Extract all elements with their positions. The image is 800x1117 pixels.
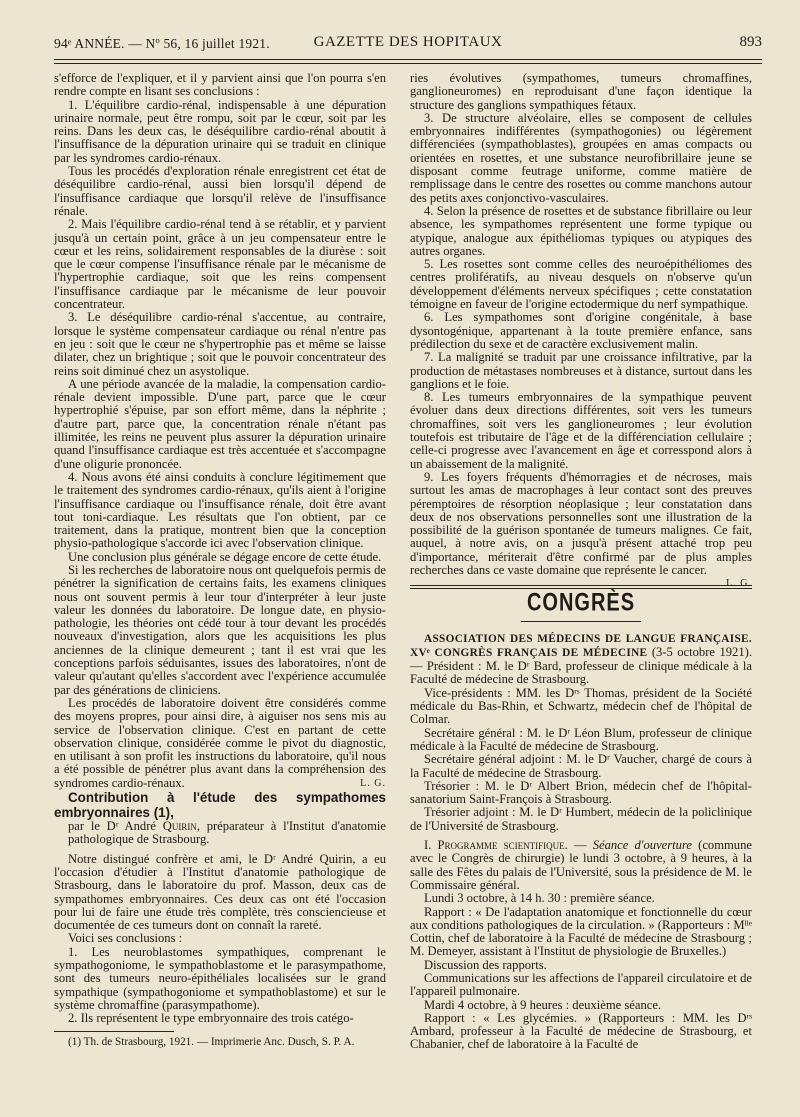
paragraph: A une période avancée de la maladie, la compensation cardio-rénale devient impossible. D'une part, parce que le cœur hypertrophié s'épuise, par son effort même, dans la néphrite ; d'autre part, parce que, la concentration rénale n'étant pas illimitée, les reins ne peuvent plus assurer la dépuration urinaire quand l'insuffisance cardiaque est très accentuée et s'accompagne d'une oligurie prononcée. — [54, 376, 386, 471]
paragraph: Lundi 3 octobre, à 14 h. 30 : première séance. — [424, 891, 655, 906]
left-column — [54, 72, 386, 1049]
paragraph: Une conclusion plus générale se dégage encore de cette étude. — [68, 549, 382, 564]
association-name: ASSOCIATION DES MÉDECINS DE LANGUE FRANÇAISE. — [424, 632, 752, 645]
paragraph: 4. Selon la présence de rosettes et de substance fibrillaire ou leur absence, les sympathomes représentent une forme typique ou atypique, analogue aux épithéliomas typiques ou atypiques des autres organes. — [410, 203, 752, 258]
paragraph: 4. Nous avons été ainsi conduits à conclure légitimement que le traitement des syndromes cardio-rénaux, qu'ils aient à l'origine l'insuffisance cardiaque ou l'insuffisance rénale, doit être avant tout toni-cardiaque. Les résultats que l'on obtient, par ce traitement, dans la pratique, montrent bien que la conception physio-pathologique s'accorde ici avec l'observation clinique. — [54, 469, 386, 551]
paragraph: 6. Les sympathomes sont d'origine congénitale, à base dysontogénique, appartenant à la toute première enfance, sans prédilection du sexe et de caractère exclusivement malin. — [410, 310, 752, 351]
paragraph: 1. Les neuroblastomes sympathiques, comprenant le sympathogoniome, le sympathoblastome et le parasympathome, sont des tumeurs neuro-épithéliales localisées sur le grand sympathique (sympathogoniome et sympathoblastome) et sur le système chromaffine (parasympathome). — [54, 944, 386, 1012]
paragraph-text: Les procédés de laboratoire doivent être considérés comme des moyens propres, pour ainsi dire, à aiguiser nos sens mis au service de l'observation clinique. C'est en partant de cette observation clinique, considérée comme le pivot du diagnostic, en utilisant à son profit les instructions du laboratoire, qu'il nous a été possible de pénétrer plus avant dans la compréhension des syndromes cardio-rénaux. — [54, 695, 386, 790]
paragraph-text: 9. Les foyers fréquents d'hémorragies et de nécroses, mais surtout les amas de macrophages à leur contact sont des preuves péremptoires de résorption néoplasique ; leur constatation dans deux de nos observations personnelles sont une illustration de la possibilité de la guérison spontanée de tumeurs malignes. Ce fait, auquel, à notre avis, on a jusqu'à présent attaché trop peu d'importance, mériterait d'être confirmé par de plus amples recherches dans ce vaste domaine que représente le cancer. — [410, 469, 752, 577]
paragraph: Rapport : « De l'adaptation anatomique et fonctionnelle du cœur aux conditions pathologiques de la circulation. » (Rapporteurs : Mˡˡᵉ Cottin, chef de laboratoire à la Faculté de médecine de Strasbourg ; M. Demeyer, assistant à l'Institut de physiologie de Bruxelles.) — [410, 904, 752, 959]
session-title: Séance d'ouverture — [592, 838, 692, 853]
paragraph: Secrétaire général adjoint : M. le Dʳ Vaucher, chargé de cours à la Faculté de médecine de Strasbourg. — [410, 752, 752, 780]
footnote: (1) Th. de Strasbourg, 1921. — Imprimerie Anc. Dusch, S. P. A. — [68, 1036, 355, 1049]
byline-suffix: , préparateur à l'Institut d'anatomie pathologique de Strasbourg. — [68, 819, 386, 847]
header-rule — [54, 59, 762, 60]
footnote-rule — [54, 1031, 174, 1032]
paragraph: 7. La malignité se traduit par une croissance infiltrative, par la production de métastases nombreuses et à distance, surtout dans les ganglions et le foie. — [410, 350, 752, 391]
paragraph: 1. L'équilibre cardio-rénal, indispensable à une dépuration urinaire normale, peut être rompu, soit par le cœur, soit par les reins. Dans les deux cas, le déséquilibre cardio-rénal aboutit à l'insuffisance de la dépuration urinaire qui se traduit en clinique par les syndromes cardio-rénaux. — [54, 97, 386, 165]
paragraph: 3. Le déséquilibre cardio-rénal s'accentue, au contraire, lorsque le système compensateur cardiaque ou rénal n'entre pas en jeu : soit que le cœur ne s'hypertrophie pas et même se laisse dilater, chez un brightique ; soit que le pouvoir concentrateur des reins soit diminué chez un asystolique. — [54, 310, 386, 378]
paragraph: 3. De structure alvéolaire, elles se composent de cellules embryonnaires indifférentes (sympathogonies) ou légèrement différenciées (sympathoblastes), groupées en amas compacts ou orientées en rosettes, et une substance neurofibrillaire jeune se disposant comme feutrage uniforme, comme matière de remplissage dans le centre des rosettes ou comme manchons autour des petits axes conjonctivo-vasculaires. — [410, 110, 752, 205]
paragraph: 5. Les rosettes sont comme celles des neuroépithéliomes des centres prolifératifs, au niveau desquels on n'observe qu'un développement d'éléments nerveux spécifiques ; cette constatation témoigne en faveur de l'origine ectodermique du nerf sympathique. — [410, 257, 752, 312]
paragraph: ries évolutives (sympathomes, tumeurs chromaffines, ganglioneuromes) en reproduisant d'une façon identique la structure des ganglions sympathiques fétaux. — [410, 71, 752, 112]
paragraph — [410, 469, 752, 590]
paragraph: Voici ses conclusions : — [68, 931, 183, 946]
byline-prefix: par le Dʳ André — [68, 819, 163, 834]
paragraph: Si les recherches de laboratoire nous ont quelquefois permis de pénétrer la signification de certains faits, les examens cliniques nous ont souvent permis à leur tour d'interpréter à leur juste valeur les données du laboratoire. De longue date, en physio-pathologie, les théories ont cédé tour à tour devant les procédés nouveaux d'investigation, alors que les acquisitions les plus anciennes de la clinique demeurent ; tant il est vrai que les conceptions parfois séduisantes, issues des laboratoires, n'ont de valeur qu'autant qu'elles s'accordent avec l'expérience accumulée par des générations de cliniciens. — [54, 562, 386, 697]
congress-details: (3-5 octobre 1921). — Président : M. le Dʳ Bard, professeur de clinique médicale à la Faculté de médecine de Strasbourg. — [410, 644, 752, 687]
paragraph: 8. Les tumeurs embryonnaires de la sympathique peuvent évoluer dans deux directions différentes, soit vers les tumeurs chromaffines, soit vers les ganglioneuromes ; leur évolution toutefois est tributaire de l'âge et de la différenciation cellulaire ; celle-ci progresse avec l'avancement en âge et corresspond alors à un abaissement de la malignité. — [410, 390, 752, 471]
page-header — [54, 30, 762, 58]
paragraph: 2. Ils représentent le type embryonnaire des trois catégo- — [68, 1011, 354, 1026]
paragraph: Secrétaire général : M. le Dʳ Léon Blum, professeur de clinique médicale à la Faculté de médecine de Strasbourg. — [410, 725, 752, 753]
paragraph: s'efforce de l'expliquer, et il y parvient ainsi que l'on pourra s'en rendre compte en lisant ses conclusions : — [54, 71, 386, 99]
title-rule — [521, 621, 641, 622]
paragraph: Vice-présidents : MM. les Dʳˢ Thomas, président de la Société médicale du Bas-Rhin, et Schwartz, médecin chef de l'hôpital de Colmar. — [410, 685, 752, 727]
paragraph: Notre distingué confrère et ami, le Dʳ André Quirin, a eu l'occasion d'étudier à l'Institut d'anatomie pathologique de Strasbourg, dans le laboratoire du prof. Masson, deux cas de sympathomes embryonnaires. Ces deux cas ont été l'occasion pour lui de faire une étude très complète, très consciencieuse et documentée de ces tumeurs dont on connaît la rareté. — [54, 851, 386, 933]
article-title: Contribution à l'étude des sympathomes embryonnaires (1), — [54, 790, 386, 821]
paragraph: Rapport : « Les glycémies. » (Rapporteurs : MM. les Dʳˢ Ambard, professeur à la Faculté de médecine de Strasbourg, et Chabanier, chef de laboratoire à la Faculté de — [410, 1010, 752, 1052]
paragraph: Tous les procédés d'exploration rénale enregistrent cet état de déséquilibre cardio-rénal, aussi bien lorsqu'il dépend de l'insuffisance cardiaque que lorsqu'il relève de l'insuffisance rénale. — [54, 164, 386, 218]
congress-name: XVᵉ CONGRÈS FRANÇAIS DE MÉDECINE — [410, 646, 648, 659]
paragraph — [54, 697, 386, 790]
paragraph: I. Programme scientifique. — Séance d'ouverture (commune avec le Congrès de chirurgie) le lundi 3 octobre, à 9 heures, à la salle des Fêtes du palais de l'Université, sous la présidence de M. le Commissaire général. — [410, 838, 752, 892]
journal-title: GAZETTE DES HOPITAUX — [313, 34, 503, 50]
issue-info: 94ᵉ ANNÉE. — Nº 56, 16 juillet 1921. — [54, 36, 270, 51]
signature: L. G. — [360, 777, 386, 789]
paragraph: Trésorier : M. le Dʳ Albert Brion, médecin chef de l'hôpital-sanatorium Saint-François à Strasbourg. — [410, 778, 752, 807]
paragraph: 2. Mais l'équilibre cardio-rénal tend à se rétablir, et y parvient jusqu'à un certain point, grâce à un jeu compensateur entre le cœur et les reins, solidairement responsables de la diurèse : soit que le cœur compense l'insuffisance rénale par le mécanisme de l'hypertrophie cardiaque, soit que les reins compensent l'insuffisance cardiaque par le mécanisme de leur pouvoir concentrateur. — [54, 217, 386, 312]
author-name: Quirin — [162, 819, 197, 834]
right-column — [410, 72, 752, 1052]
paragraph: Mardi 4 octobre, à 9 heures : deuxième séance. — [424, 997, 662, 1012]
paragraph: Discussion des rapports. — [424, 957, 547, 972]
page-number: 893 — [739, 34, 762, 50]
byline — [54, 820, 386, 847]
section-rule — [410, 585, 752, 586]
paragraph: Trésorier adjoint : M. le Dʳ Humbert, médecin de la policlinique de l'Université de Strasbourg. — [410, 805, 752, 833]
paragraph — [410, 632, 752, 687]
header-rule-thin — [54, 63, 762, 64]
section-title: CONGRÈS — [526, 589, 636, 617]
program-label: I. Programme scientifique. — [424, 838, 568, 853]
signature: L. G. — [726, 578, 752, 590]
program-text: (commune avec le Congrès de chirurgie) le lundi 3 octobre, à 9 heures, à la salle des Fêtes du palais de l'Université, sous la présidence de M. le Commissaire général. — [410, 838, 752, 892]
paragraph: Communications sur les affections de l'appareil circulatoire et de l'appareil pulmonaire. — [410, 971, 752, 999]
